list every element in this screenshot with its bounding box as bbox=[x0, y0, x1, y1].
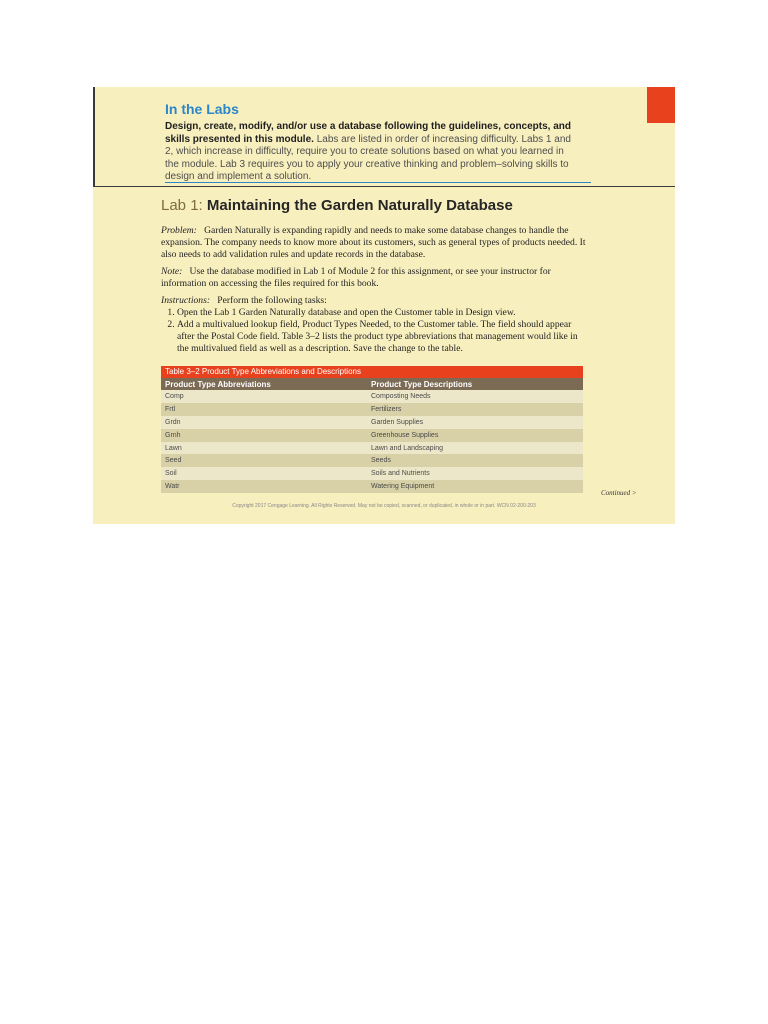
textbook-page bbox=[93, 87, 675, 524]
lab-heading bbox=[161, 197, 513, 214]
table-cell: Seeds bbox=[367, 454, 583, 467]
table-cell: Fertilizers bbox=[367, 403, 583, 416]
table-cell: Seed bbox=[161, 454, 367, 467]
problem-text: Garden Naturally is expanding rapidly and needs to make some database changes to handle the expansion. The company needs to know more about its customers, such as general types of products needed. It also needs to add validation rules and update records in the database. bbox=[161, 225, 586, 260]
table-cell: Comp bbox=[161, 390, 367, 403]
table-row bbox=[161, 480, 583, 493]
lab-title: Maintaining the Garden Naturally Database bbox=[206, 197, 513, 214]
table-row bbox=[161, 390, 583, 403]
lab-number: Lab 1: bbox=[161, 197, 203, 214]
list-item: 2. Add a multivalued lookup field, Product Types Needed, to the Customer table. The field should appear after the Postal Code field. Table 3–2 lists the product type abbreviations that management would like in the multivalued field as well as a description. Save the change to the table. bbox=[177, 319, 586, 355]
table-cell: Lawn and Landscaping bbox=[367, 442, 583, 455]
column-header: Product Type Descriptions bbox=[367, 378, 583, 390]
in-the-labs-box bbox=[93, 87, 675, 187]
red-corner-tab bbox=[647, 87, 675, 123]
labs-intro bbox=[165, 121, 580, 184]
table-row bbox=[161, 429, 583, 442]
product-type-table bbox=[161, 378, 583, 493]
problem-label: Problem: bbox=[161, 225, 197, 236]
table-cell: Grdn bbox=[161, 416, 367, 429]
instructions-label: Instructions: bbox=[161, 295, 211, 306]
list-item: 1. Open the Lab 1 Garden Naturally database and open the Customer table in Design view. bbox=[177, 307, 586, 319]
labs-intro-rest: Labs are listed in order of increasing difficulty. Labs 1 and 2, which increase in difficulty, require you to create solutions based on what you learned in the module. Lab 3 requires you to apply your creative thinking and problem–solving skills to design and implement a solution. bbox=[165, 133, 571, 182]
table-cell: Garden Supplies bbox=[367, 416, 583, 429]
divider bbox=[165, 182, 591, 183]
note-label: Note: bbox=[161, 266, 183, 277]
table-cell: Lawn bbox=[161, 442, 367, 455]
note-text: Use the database modified in Lab 1 of Module 2 for this assignment, or see your instructor for information on accessing the files required for this book. bbox=[161, 266, 551, 289]
steps-list bbox=[161, 307, 586, 355]
instructions-text: Perform the following tasks: bbox=[217, 295, 327, 306]
labs-intro-bold: Design, create, modify, and/or use a database following the guidelines, concepts, and skills presented in this module. bbox=[165, 121, 572, 145]
table-cell: Watr bbox=[161, 480, 367, 493]
table-cell: Soil bbox=[161, 467, 367, 480]
note-paragraph bbox=[161, 266, 586, 290]
problem-paragraph bbox=[161, 225, 586, 261]
table-cell: Soils and Nutrients bbox=[367, 467, 583, 480]
copyright-notice: Copyright 2017 Cengage Learning. All Rights Reserved. May not be copied, scanned, or duplicated, in whole or in part. WCN 02-200-203 bbox=[232, 503, 536, 509]
table-header-row bbox=[161, 378, 583, 390]
table-row bbox=[161, 454, 583, 467]
table-cell: Watering Equipment bbox=[367, 480, 583, 493]
table-row bbox=[161, 467, 583, 480]
table-caption: Table 3–2 Product Type Abbreviations and Descriptions bbox=[161, 366, 583, 378]
table-row bbox=[161, 416, 583, 429]
table-cell: Greenhouse Supplies bbox=[367, 429, 583, 442]
section-title: In the Labs bbox=[165, 101, 239, 117]
continued-label: Continued > bbox=[601, 489, 637, 497]
table-row bbox=[161, 442, 583, 455]
table-cell: Grnh bbox=[161, 429, 367, 442]
column-header: Product Type Abbreviations bbox=[161, 378, 367, 390]
instructions bbox=[161, 295, 586, 355]
table-row bbox=[161, 403, 583, 416]
table-cell: Frtl bbox=[161, 403, 367, 416]
table-cell: Composting Needs bbox=[367, 390, 583, 403]
